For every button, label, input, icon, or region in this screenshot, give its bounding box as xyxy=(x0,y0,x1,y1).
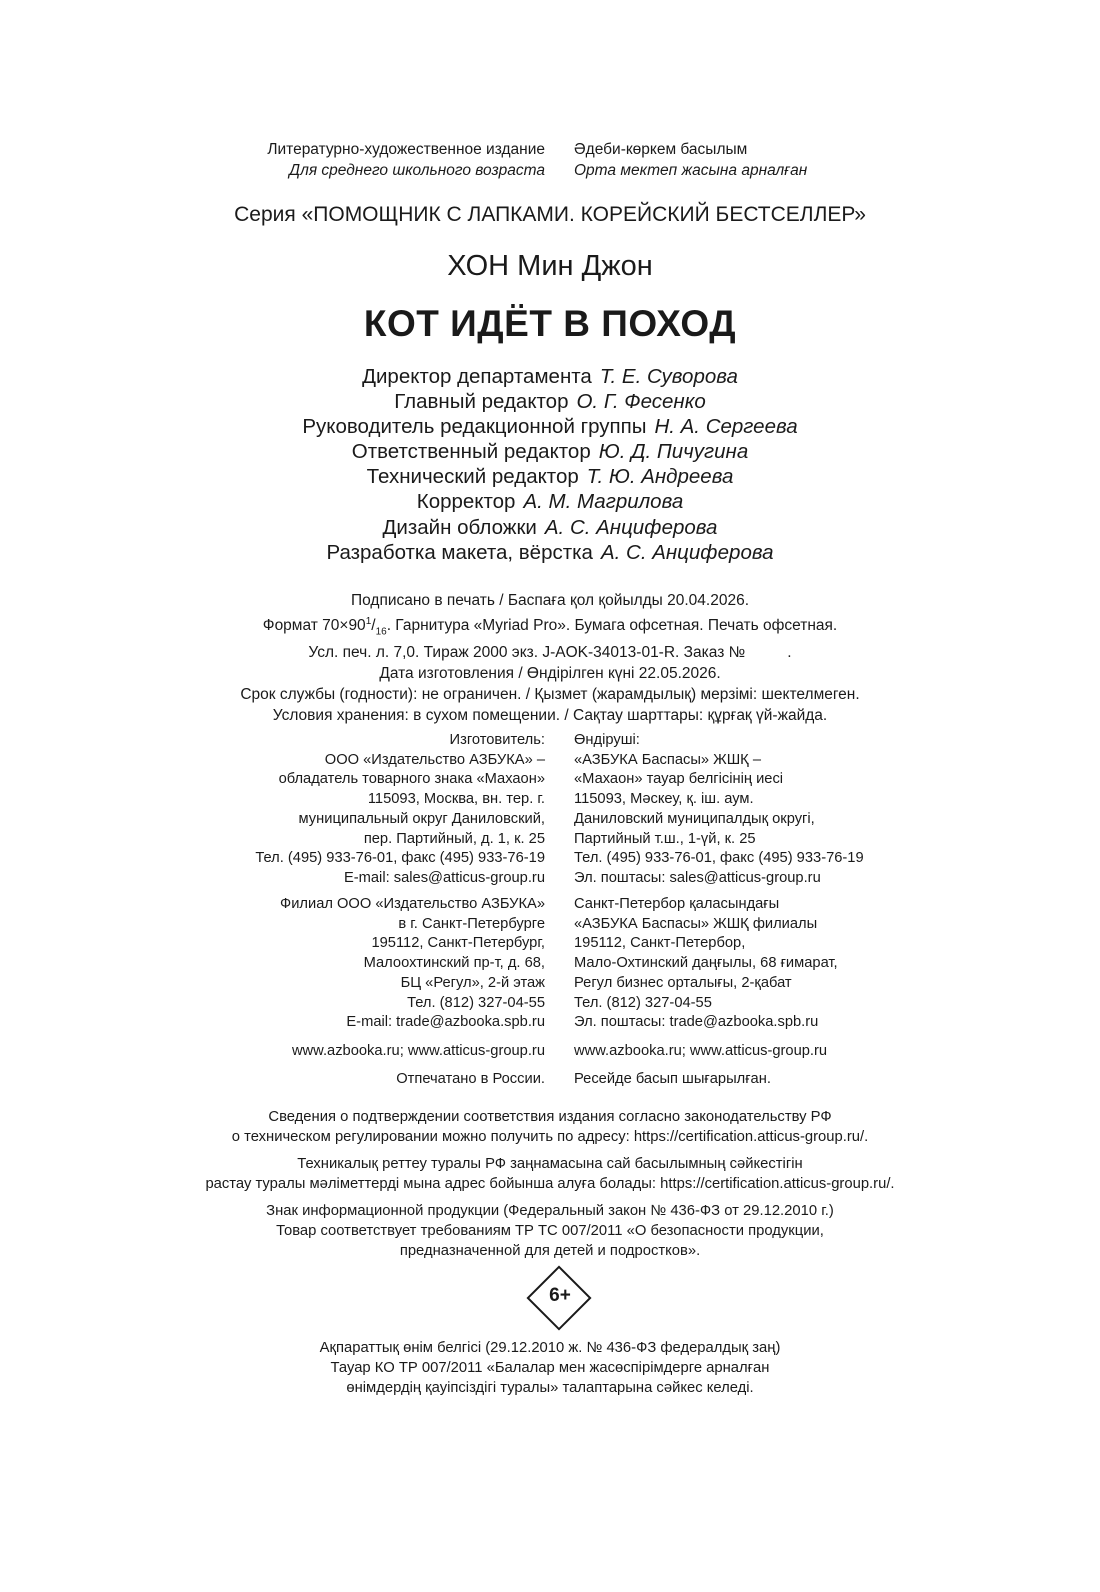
email-link: E-mail: trade@azbooka.spb.ru xyxy=(346,1014,545,1031)
branch-kz: Санкт-Петербор қаласындағы «АЗБУКА Баспасы» ЖШҚ филиалы 195112, Санкт-Петербор, Мало-Охтинский даңғылы, 68 ғимарат, Регул бизнес орталығы, 2-қабат Тел. (812) 327-04-55 Эл. поштасы: trade@azbooka.spb.ru xyxy=(574,895,838,1033)
signed-line: Подписано в печать / Баспаға қол қойылды 20.04.2026. xyxy=(350,592,750,609)
websites-ru: www.azbooka.ru; www.atticus-group.ru xyxy=(291,1043,545,1059)
websites-kz: www.azbooka.ru; www.atticus-group.ru xyxy=(574,1043,828,1059)
age-kz: Орта мектеп жасына арналған xyxy=(574,162,808,179)
email-link: E-mail: sales@atticus-group.ru xyxy=(343,869,545,886)
printed-in-ru: Отпечатано в России. xyxy=(396,1071,545,1087)
info-mark-ru: Знак информационной продукции (Федеральный закон № 436-ФЗ от 29.12.2010 г.) Товар соответствует требованиям ТР ТС 007/2011 «О безопасности продукции, предназначенной для детей и подростков». xyxy=(266,1203,834,1259)
manufacturer-ru: Изготовитель: ООО «Издательство АЗБУКА» – обладатель товарного знака «Махаон» 115093, Москва, вн. тер. г. муниципальный округ Даниловский, пер. Партийный, д. 1, к. 25 Тел. (495) 933-76-01, факс (495) 933-76-19 E-mail: sales@atticus-group.ru xyxy=(255,731,545,889)
credit-line: Руководитель редакционной группы Н. А. Сергеева xyxy=(302,415,798,439)
credit-line: Дизайн обложки А. С. Анциферова xyxy=(382,515,718,539)
shelf-line: Срок службы (годности): не ограничен. / Қызмет (жарамдылық) мерзімі: шектелмеген. xyxy=(240,686,860,704)
author-name: ХОН Мин Джон xyxy=(447,250,653,282)
storage-line: Условия хранения: в сухом помещении. / Сақтау шарттары: құрғақ үй-жайда. xyxy=(272,707,828,725)
printed-in-kz: Ресейде басып шығарылған. xyxy=(574,1071,771,1087)
branch-ru: Филиал ООО «Издательство АЗБУКА» в г. Санкт-Петербурге 195112, Санкт-Петербург, Малоохтинский пр-т, д. 68, БЦ «Регул», 2-й этаж Тел. (812) 327-04-55 E-mail: trade@azbooka.spb.ru xyxy=(280,895,545,1033)
credits-list xyxy=(0,364,1100,565)
genre-ru: Литературно-художественное издание xyxy=(267,141,545,158)
info-mark-kz: Ақпараттық өнім белгісі (29.12.2010 ж. № 436-ФЗ федералдық заң) Тауар КО ТР 007/2011 «Балалар мен жасөспірімдерге арналған өнімдердің қауіпсіздігі туралы» талаптарына сәйкес келеді. xyxy=(319,1340,781,1396)
credit-line: Технический редактор Т. Ю. Андреева xyxy=(366,465,734,489)
credit-line: Разработка макета, вёрстка А. С. Анциферова xyxy=(326,540,774,564)
manufacturer-kz: Өндіруші: «АЗБУКА Баспасы» ЖШҚ – «Махаон» тауар белгісінің иесі 115093, Мәскеу, қ. іш. аум. Даниловский муниципалдық округі, Партийный т.ш., 1-үй, к. 25 Тел. (495) 933-76-01, факс (495) 933-76-19 Эл. поштасы: sales@atticus-group.ru xyxy=(574,731,864,889)
age-rating-badge: 6+ xyxy=(549,1285,571,1306)
book-title: КОТ ИДЁТ В ПОХОД xyxy=(363,303,737,344)
sheets-line: Усл. печ. л. 7,0. Тираж 2000 экз. J-AOK-34013-01-R. Заказ № . xyxy=(308,644,792,662)
credit-line: Корректор А. М. Магрилова xyxy=(416,490,684,514)
made-line: Дата изготовления / Өндірілген күні 22.05.2026. xyxy=(379,665,721,683)
print-info xyxy=(0,590,1100,726)
age-ru: Для среднего школьного возраста xyxy=(289,162,545,179)
certification-kz: Техникалық реттеу туралы РФ заңнамасына сай басылымның сәйкестігін растау туралы мәліметтерді мына адрес бойынша алуға болады: https://certification.atticus-group.ru/. xyxy=(205,1156,895,1192)
email-link: Эл. поштасы: sales@atticus-group.ru xyxy=(574,869,821,886)
genre-kz: Әдеби-көркем басылым xyxy=(574,141,748,158)
email-link: Эл. поштасы: trade@azbooka.spb.ru xyxy=(574,1014,819,1031)
certification-ru: Сведения о подтверждении соответствия издания согласно законодательству РФ о техническом регулировании можно получить по адресу: https://certification.atticus-group.ru/. xyxy=(231,1109,869,1145)
credit-line: Главный редактор О. Г. Фесенко xyxy=(394,390,706,414)
credit-line: Директор департамента Т. Е. Суворова xyxy=(362,365,738,388)
format-line: Формат $70\times 90^1/_{16}$. Гарнитура «Myriad Pro». Бумага офсетная. Печать офсетная. xyxy=(262,616,838,638)
credit-line: Ответственный редактор Ю. Д. Пичугина xyxy=(351,440,749,464)
series-line: Серия «ПОМОЩНИК С ЛАПКАМИ. КОРЕЙСКИЙ БЕСТСЕЛЛЕР» xyxy=(234,203,866,226)
